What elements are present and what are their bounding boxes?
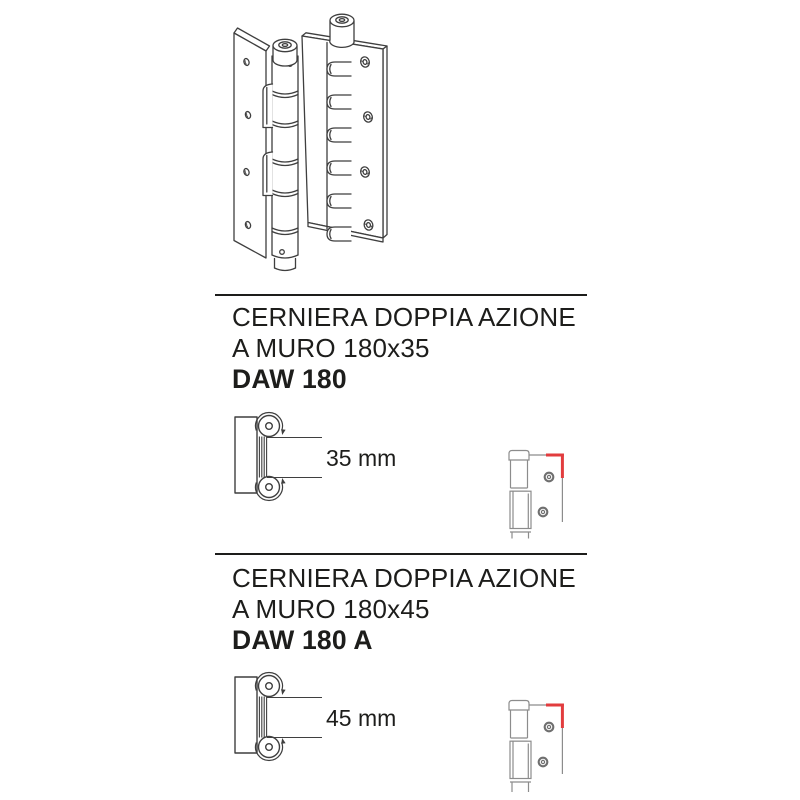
- product-section-2-title: [232, 563, 602, 656]
- barrel-bottom: [259, 737, 280, 758]
- product-title-line1: CERNIERA DOPPIA AZIONE: [232, 563, 576, 593]
- product-title-line1: CERNIERA DOPPIA AZIONE: [232, 302, 576, 332]
- barrel-top: [259, 416, 280, 437]
- leaf-edge-lines: [267, 438, 322, 478]
- wall-plate: [235, 417, 257, 493]
- section-divider: [215, 553, 587, 555]
- leaf-edge-lines: [267, 698, 322, 738]
- product-title-line2: A MURO 180x45: [232, 594, 430, 624]
- hinge-mount-detail-diagram-1: [502, 448, 577, 548]
- barrel-bottom: [259, 477, 280, 498]
- dimension-label: 35 mm: [326, 445, 397, 471]
- pivot-pin-top-right: [330, 14, 354, 47]
- section-divider: [215, 294, 587, 296]
- screw-holes: [539, 473, 554, 517]
- product-code: DAW 180: [232, 364, 347, 394]
- left-leaf-plate: [234, 28, 270, 258]
- pivot-pin-top-center: [273, 39, 297, 66]
- hero-hinge-isometric-drawing: [220, 0, 410, 280]
- hinge-mount-detail-diagram-2: [502, 698, 577, 800]
- screw-holes: [539, 723, 554, 767]
- hinge-barrel: [272, 52, 298, 271]
- dimension-label: 45 mm: [326, 705, 397, 731]
- barrel-top: [259, 676, 280, 697]
- product-code: DAW 180 A: [232, 625, 373, 655]
- right-leaf-plate: [302, 33, 387, 242]
- hinge-barrel-front: [509, 451, 531, 539]
- wall-plate: [235, 677, 257, 753]
- hinge-barrel-front: [509, 701, 531, 793]
- product-title-line2: A MURO 180x35: [232, 333, 430, 363]
- product-section-1-title: [232, 302, 602, 395]
